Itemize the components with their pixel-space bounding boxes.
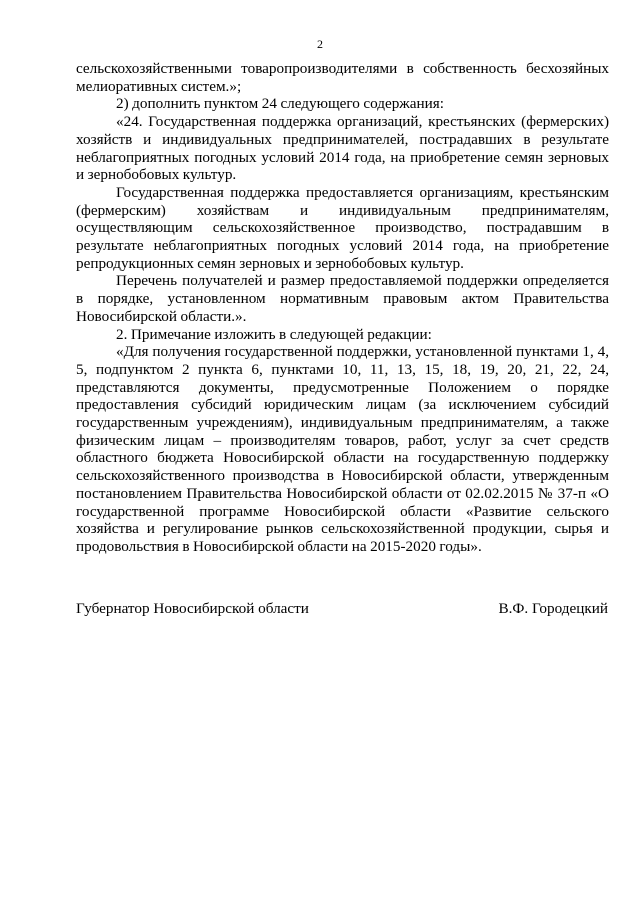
- paragraph-support-recipients: Государственная поддержка предоставляется организациям, крестьянским (фермерским) хозяйствам и индивидуальным предпринимателям, осуществляющим сельскохозяйственное производство, пострадавшим в результате неблагоприятных погодных условий 2014 года, на приобретение репродукционных семян зерновых и зернобобовых культур.: [76, 183, 609, 272]
- paragraph-note-text: «Для получения государственной поддержки, установленной пунктами 1, 4, 5, подпунктом 2 пункта 6, пунктами 10, 11, 13, 15, 18, 19, 20, 21, 22, 24, представляются документы, предусмотренные Положением о порядке предоставления субсидий юридическим лицам (за исключением субсидий государственным учреждениям), индивидуальным предпринимателям, а также физическим лицам – производителям товаров, работ, услуг за счет средств областного бюджета Новосибирской области на государственную поддержку сельскохозяйственного производства в Новосибирской области, утвержденным постановлением Правительства Новосибирской области от 02.02.2015 № 37-п «О государственной программе Новосибирской области «Развитие сельского хозяйства и регулирование рынков сельскохозяйственной продукции, сырья и продовольствия в Новосибирской области на 2015-2020 годы».: [76, 343, 609, 555]
- document-body: [76, 60, 609, 556]
- paragraph-continuation: сельскохозяйственными товаропроизводителями в собственность бесхозяйных мелиоративных систем.»;: [76, 60, 609, 95]
- signature-position: Губернатор Новосибирской области: [76, 600, 309, 617]
- paragraph-support-procedure: Перечень получателей и размер предоставляемой поддержки определяется в порядке, установленном нормативным правовым актом Правительства Новосибирской области.».: [76, 272, 609, 325]
- paragraph-point-24: «24. Государственная поддержка организаций, крестьянских (фермерских) хозяйств и индивидуальных предпринимателей, пострадавших в результате неблагоприятных погодных условий 2014 года, на приобретение семян зерновых и зернобобовых культур.: [76, 113, 609, 184]
- paragraph-note-intro: 2. Примечание изложить в следующей редакции:: [116, 325, 432, 343]
- paragraph-amendment-intro: 2) дополнить пунктом 24 следующего содержания:: [116, 95, 445, 113]
- page-number: 2: [317, 37, 323, 51]
- signature-name: В.Ф. Городецкий: [498, 600, 608, 617]
